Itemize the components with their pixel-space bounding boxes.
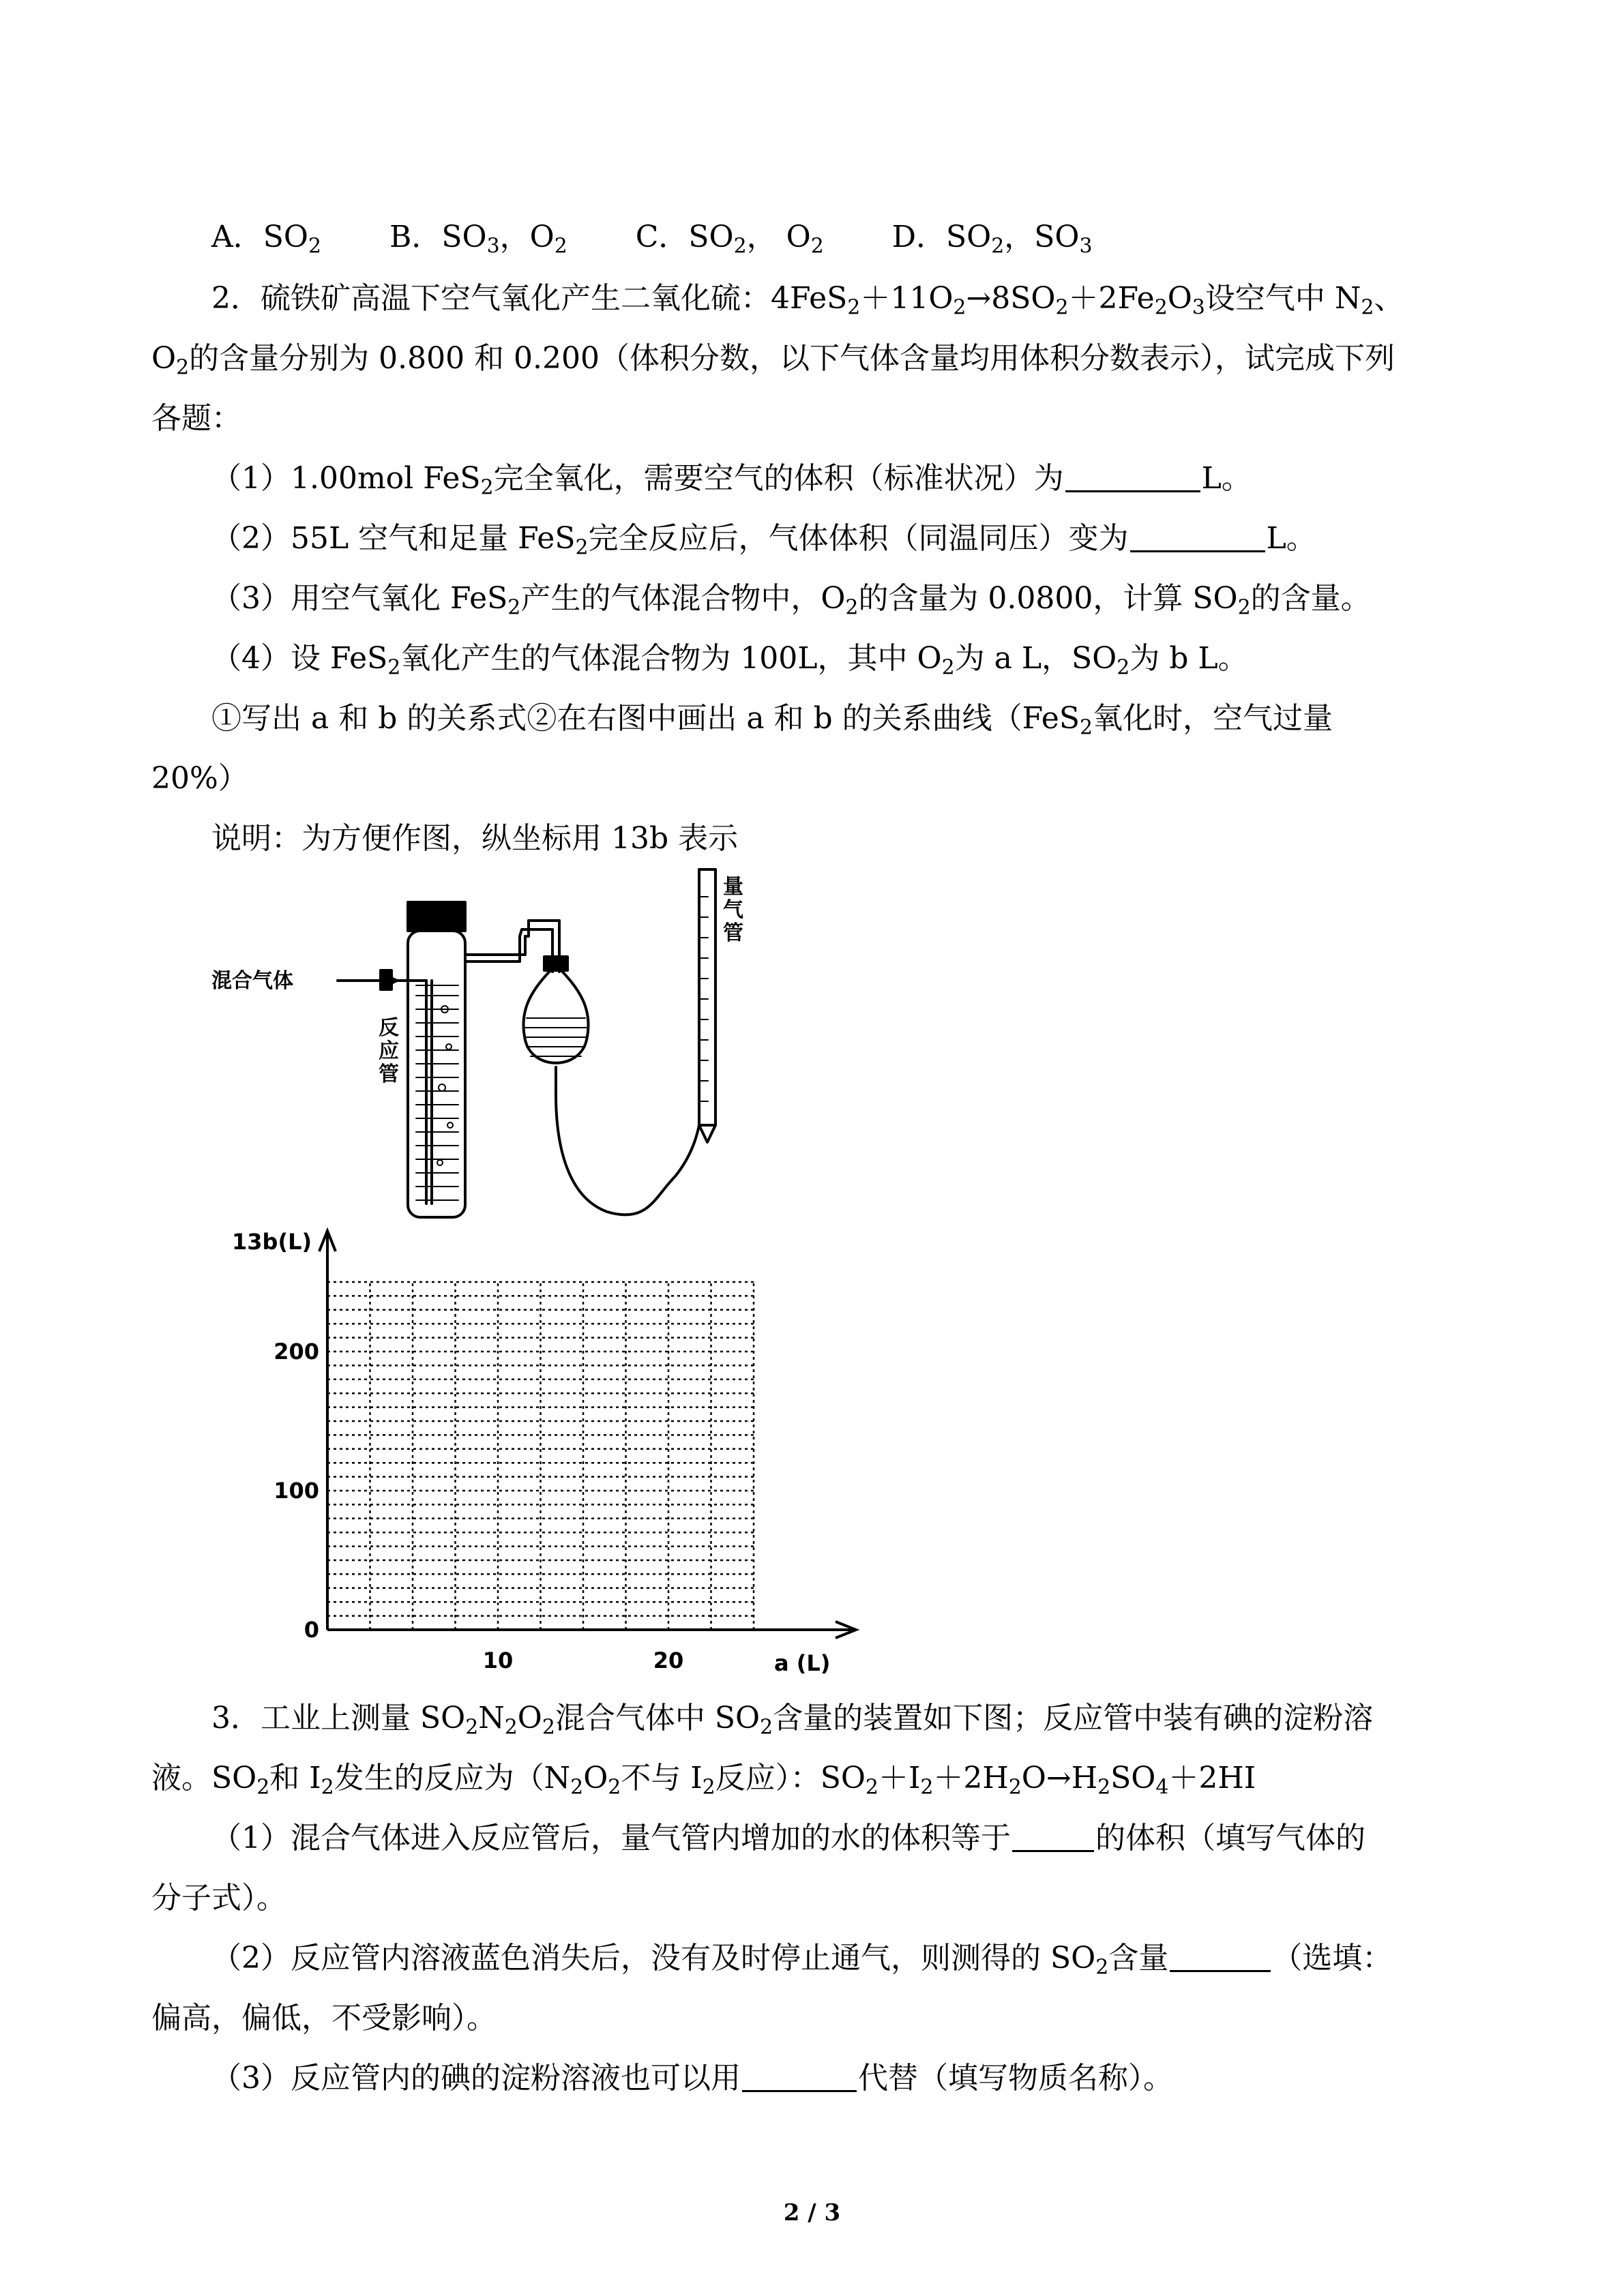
q2-part-4: （4）设 FeS$_2$氧化产生的气体混合物为 100L，其中 $O_2$为 a L，$SO_2$为 b L。 (211, 641, 1248, 680)
q2-part-4-task-line-1: ①写出 a 和 b 的关系式②在右图中画出 a 和 b 的关系曲线（FeS$_2$氧化时，空气过量 (211, 701, 1333, 740)
answer-blank[interactable] (1170, 1943, 1271, 1972)
gas-measurement-apparatus-diagram (211, 856, 928, 1244)
q2-part-3: （3）用空气氧化 FeS$_2$产生的气体混合物中，$O_2$的含量为 0.0800，计算 $SO_2$的含量。 (211, 581, 1371, 620)
gas-burette-label-2: 气 (723, 898, 743, 922)
page-number: 2 / 3 (783, 2199, 841, 2226)
gas-bubbles (437, 1006, 453, 1165)
reaction-solution (416, 985, 458, 1200)
q3-part-1-line-1: （1）混合气体进入反应管后，量气管内增加的水的体积等于 的体积（填写气体的 (211, 1821, 1365, 1855)
inlet-valve (381, 970, 392, 989)
answer-blank[interactable] (1012, 1823, 1094, 1852)
q2-note: 说明：为方便作图，纵坐标用 13b 表示 (211, 821, 739, 856)
q2-intro-line-3: 各题： (151, 401, 241, 436)
a-b-relation-chart (205, 1221, 894, 1684)
q3-intro-line-1: 3．工业上测量 $SO_2N_2O_2$混合气体中 $SO_2$含量的装置如下图；反应管中装有碘的淀粉溶 (211, 1701, 1374, 1740)
gas-burette (699, 869, 715, 1125)
reaction-tube-label-2: 应 (379, 1039, 399, 1063)
reaction-tube-label-1: 反 (379, 1016, 399, 1040)
mixed-gas-label: 混合气体 (211, 969, 293, 993)
option-a: A．$SO_2$ (211, 220, 322, 258)
chart-grid (327, 1282, 754, 1630)
gas-burette-label-1: 量 (723, 875, 743, 899)
y-tick-label: 200 (274, 1339, 319, 1365)
x-tick-label: 10 (482, 1648, 514, 1673)
q3-part-3: （3）反应管内的碘的淀粉溶液也可以用 代替（填写物质名称）。 (211, 2061, 1173, 2096)
q3-intro-line-2: 液。$SO_2$和 $I_2$发生的反应为（$N_2O_2$不与 $I_2$反应）：$SO_2+I_2+2H_2O\to H_2SO_4+2HI$ (151, 1761, 1256, 1800)
q1-options (211, 217, 1151, 258)
y-tick-label: 100 (274, 1478, 319, 1504)
q3-part-2-line-2: 偏高，偏低，不受影响）。 (151, 2001, 497, 2036)
q2-part-4-task-line-2: 20%） (151, 761, 248, 796)
rubber-tube (556, 1067, 699, 1214)
reaction-tube (408, 931, 465, 1217)
option-d: D．$SO_2$，$SO_3$ (891, 220, 1093, 258)
y-tick-label: 0 (304, 1617, 319, 1643)
x-tick-label: 20 (653, 1648, 684, 1673)
option-c: C．$SO_2$， $O_2$ (635, 220, 824, 258)
answer-blank[interactable] (1065, 463, 1200, 492)
leveling-bulb (523, 965, 588, 1063)
reaction-tube-stopper (408, 902, 465, 931)
q2-part-1: （1）1.00mol FeS$_2$完全氧化，需要空气的体积（标准状况）为 L。 (211, 461, 1252, 500)
x-axis-label: a (L) (774, 1650, 831, 1676)
q3-part-2-line-1: （2）反应管内溶液蓝色消失后，没有及时停止通气，则测得的 $SO_2$含量 （选填： (211, 1941, 1393, 1980)
q3-part-1-line-2: 分子式）。 (151, 1881, 286, 1915)
answer-blank[interactable] (1130, 523, 1265, 552)
reaction-tube-label-3: 管 (379, 1062, 399, 1086)
q2-intro-line-1: 2．硫铁矿高温下空气氧化产生二氧化硫：$4FeS_2+11O_2\to 8SO_2+2Fe_2O_3$设空气中 $N_2$、 (211, 281, 1404, 320)
option-b: B．$SO_3$，$O_2$ (389, 220, 567, 258)
y-axis-label: 13b(L) (232, 1229, 312, 1255)
q2-part-2: （2）55L 空气和足量 FeS$_2$完全反应后，气体体积（同温同压）变为 L。 (211, 521, 1316, 560)
answer-blank[interactable] (742, 2063, 857, 2092)
q2-intro-line-2: $O_2$的含量分别为 0.800 和 0.200（体积分数，以下气体含量均用体积分数表示），试完成下列 (151, 341, 1395, 380)
gas-burette-label-3: 管 (723, 921, 743, 945)
